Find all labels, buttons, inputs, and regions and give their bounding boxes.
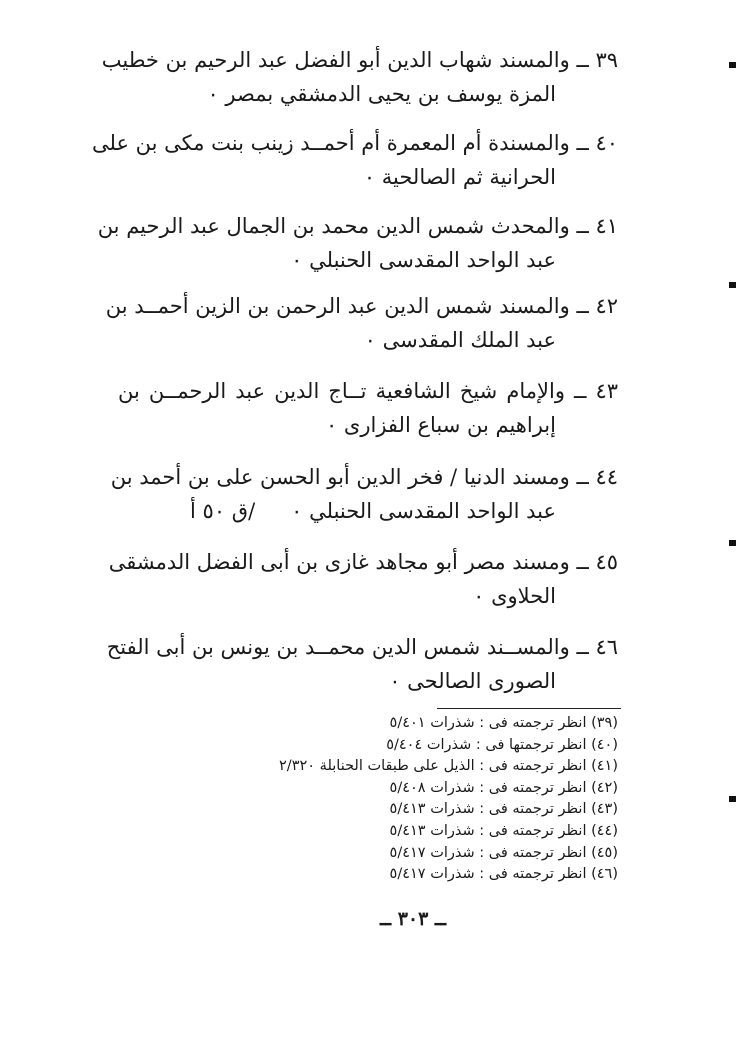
entry-line: ٣٩ ــ والمسند شهاب الدين أبو الفضل عبد الرحيم بن خطيب bbox=[101, 48, 618, 72]
scan-edge-mark bbox=[729, 540, 736, 546]
page-number: ــ ٣٠٣ ــ bbox=[379, 908, 447, 930]
entry-39 bbox=[101, 43, 618, 111]
entry-line: ٤٦ ــ والمســند شمس الدين محمــد بن يونس بن أبى الفتح bbox=[106, 635, 618, 659]
footnote-divider bbox=[437, 708, 621, 709]
entry-line: ٤٣ ــ والإمام شيخ الشافعية تــاج الدين عبد الرحمــن بن bbox=[118, 379, 618, 403]
footnote: (٣٩) انظر ترجمته فى : شذرات ٥/٤٠١ bbox=[389, 715, 618, 731]
entry-line: ٤٥ ــ ومسند مصر أبو مجاهد غازى بن أبى الفضل الدمشقى bbox=[108, 550, 618, 574]
entry-line: الحرانية ثم الصالحية ٠ bbox=[363, 165, 556, 189]
entry-40 bbox=[91, 126, 618, 194]
entry-line: ٤١ ــ والمحدث شمس الدين محمد بن الجمال عبد الرحيم بن bbox=[97, 214, 618, 238]
entry-line: الصورى الصالحى ٠ bbox=[389, 669, 556, 693]
footnote: (٤٣) انظر ترجمته فى : شذرات ٥/٤١٣ bbox=[389, 801, 618, 818]
footnote: (٤٢) انظر ترجمته فى : شذرات ٥/٤٠٨ bbox=[389, 779, 618, 796]
entry-line: ٤٠ ــ والمسندة أم المعمرة أم أحمــد زينب بنت مكى بن على bbox=[91, 131, 618, 155]
entry-line: ٤٤ ــ ومسند الدنيا / فخر الدين أبو الحسن على بن أحمد بن bbox=[110, 465, 618, 489]
manuscript-folio-ref: /ق ٥٠ أ bbox=[190, 499, 256, 523]
footnote: (٤٦) انظر ترجمته فى : شذرات ٥/٤١٧ bbox=[389, 866, 618, 883]
entry-41 bbox=[97, 209, 618, 277]
entry-line: عبد الواحد المقدسى الحنبلي ٠ bbox=[291, 248, 556, 272]
entry-line: الحلاوى ٠ bbox=[473, 584, 556, 608]
entry-line: ٤٢ ــ والمسند شمس الدين عبد الرحمن بن الزين أحمــد بن bbox=[105, 294, 618, 318]
entry-44 bbox=[110, 460, 618, 528]
scan-edge-mark bbox=[729, 282, 736, 288]
scan-edge-mark bbox=[729, 62, 736, 68]
entry-line: عبد الملك المقدسى ٠ bbox=[364, 328, 556, 352]
entry-46 bbox=[106, 630, 618, 698]
footnote: (٤٥) انظر ترجمته فى : شذرات ٥/٤١٧ bbox=[389, 844, 618, 861]
footnotes bbox=[198, 713, 618, 886]
entry-line: عبد الواحد المقدسى الحنبلي ٠ bbox=[291, 499, 556, 523]
entry-45 bbox=[108, 545, 618, 613]
entry-43 bbox=[118, 374, 618, 442]
entry-line-with-margin-ref bbox=[118, 494, 618, 528]
entry-line: إبراهيم بن سباع الفزارى ٠ bbox=[325, 413, 556, 437]
footnote: (٤٠) انظر ترجمتها فى : شذرات ٥/٤٠٤ bbox=[386, 736, 618, 753]
footnote: (٤٤) انظر ترجمته فى : شذرات ٥/٤١٣ bbox=[389, 822, 618, 839]
entry-42 bbox=[105, 289, 618, 357]
entry-line: المزة يوسف بن يحيى الدمشقي بمصر ٠ bbox=[207, 82, 556, 106]
scan-edge-mark bbox=[729, 796, 736, 802]
footnote: (٤١) انظر ترجمته فى : الذيل على طبقات الحنابلة ٢/٣٢٠ bbox=[279, 758, 618, 775]
